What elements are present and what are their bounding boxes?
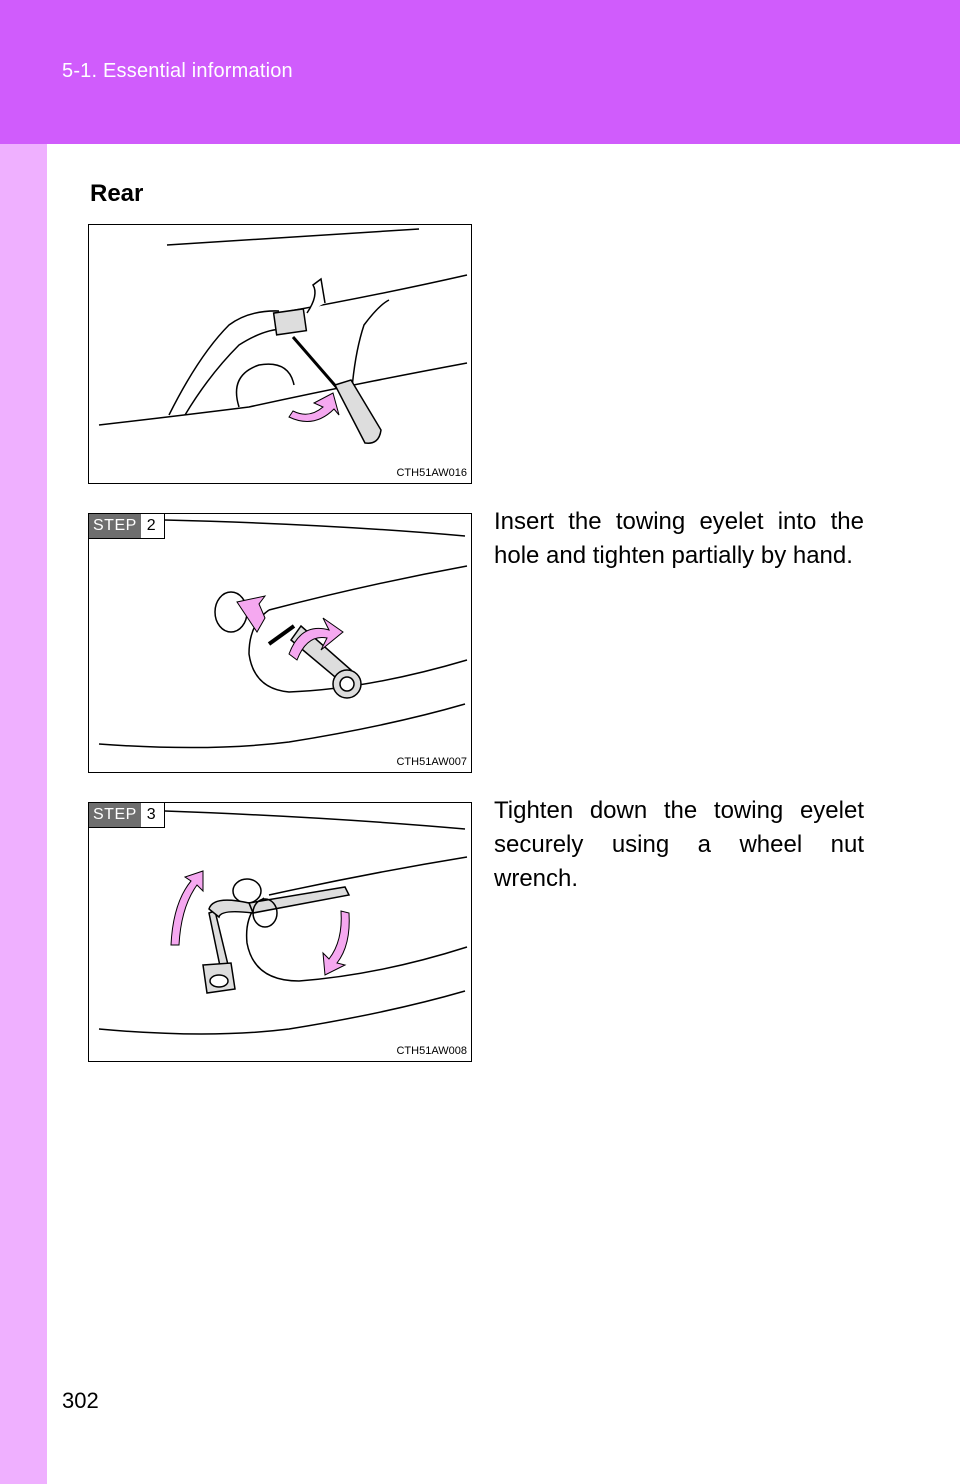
- arrow-up-icon: [171, 871, 203, 945]
- step-3-instruction: Tighten down the towing eyelet securely using a wheel nut wrench.: [494, 797, 864, 892]
- figure-step-3: [88, 802, 472, 1062]
- step-2-instruction: Insert the towing eyelet into the hole and tighten partially by hand.: [494, 508, 864, 569]
- wrench-screwdriver: [274, 309, 381, 443]
- step-badge: [89, 803, 165, 828]
- step-number: 3: [146, 806, 156, 823]
- figure-code: CTH51AW007: [396, 756, 467, 768]
- section-title: Rear: [90, 180, 144, 207]
- page-number: 302: [62, 1388, 99, 1413]
- illustration-tighten-eyelet: [89, 803, 472, 1062]
- illustration-remove-cover: [89, 225, 472, 484]
- wheel-nut-wrench: [203, 879, 349, 993]
- figure-code: CTH51AW008: [396, 1045, 467, 1057]
- section-heading: 5-1. Essential information: [62, 60, 293, 82]
- arrow-up-icon: [307, 279, 325, 313]
- step-badge: [89, 514, 165, 539]
- page-header: [0, 0, 960, 144]
- figure-remove-cover: [88, 224, 472, 484]
- arrow-down-icon: [323, 911, 349, 975]
- side-tab-strip: [0, 144, 47, 1484]
- figure-step-2: [88, 513, 472, 773]
- step-label: STEP: [89, 514, 141, 538]
- step-label: STEP: [89, 803, 141, 827]
- figure-code: CTH51AW016: [396, 467, 467, 479]
- step-number: 2: [146, 517, 156, 534]
- illustration-insert-eyelet: [89, 514, 472, 773]
